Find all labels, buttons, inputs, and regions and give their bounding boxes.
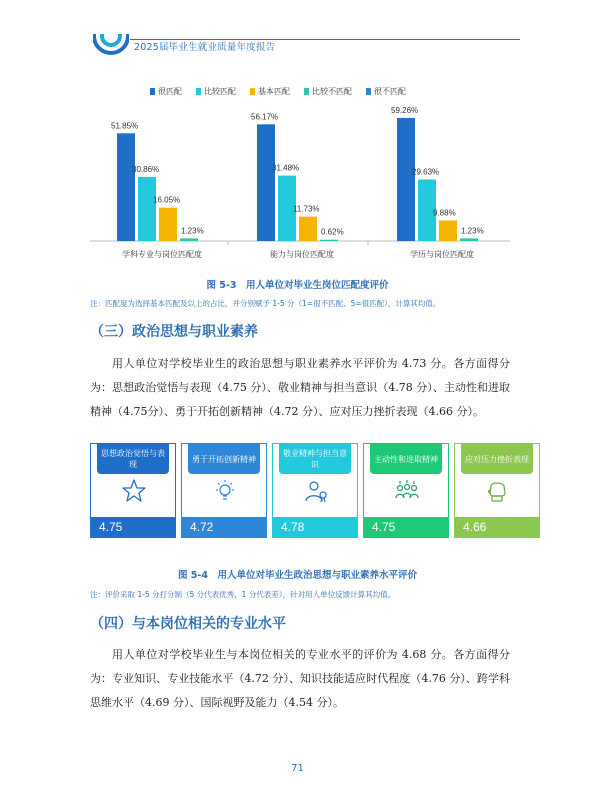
legend-label: 很不匹配	[374, 87, 406, 96]
paragraph-text: 用人单位对学校毕业生的政治思想与职业素养水平评价为 4.73 分。各方面得分为：思想政治觉悟与表现（4.75 分）、敬业精神与担当意识（4.78 分）、主动性和进取精神（4.75分）、勇于开拓创新精神（4.72 分）、应对压力挫折表现（4.66 分）。	[90, 357, 510, 418]
score-card	[454, 443, 540, 538]
legend-label: 比较匹配	[204, 87, 236, 96]
data-label: 29.63%	[412, 167, 440, 177]
legend-item	[366, 86, 406, 97]
card-label: 思想政治觉悟与表现	[97, 444, 169, 474]
section-paragraph	[90, 643, 510, 715]
card-value: 4.75	[364, 517, 448, 537]
section-paragraph	[90, 352, 510, 424]
page-number: 71	[291, 763, 304, 774]
score-card	[363, 443, 449, 538]
bar	[439, 220, 457, 241]
legend-label: 很匹配	[158, 87, 182, 96]
legend-swatch	[150, 88, 155, 95]
data-label: 51.85%	[111, 121, 139, 131]
legend-item	[304, 86, 352, 97]
lightbulb-icon	[212, 478, 238, 504]
bar	[138, 177, 156, 241]
legend-swatch	[196, 88, 201, 95]
bar	[180, 238, 198, 241]
bar	[299, 217, 317, 241]
legend-swatch	[304, 88, 309, 95]
legend-label: 比较不匹配	[312, 87, 352, 96]
data-label: 1.23%	[461, 226, 484, 236]
data-label: 11.73%	[293, 204, 320, 214]
card-label: 主动性和进取精神	[370, 444, 442, 474]
figure-note: 注：评价采取 1-5 分打分制（5 分代表优秀，1 分代表差），针对用人单位反馈计算其均值。	[90, 590, 396, 599]
report-logo	[93, 34, 129, 56]
data-label: 1.23%	[181, 226, 204, 236]
card-value: 4.72	[182, 517, 266, 537]
bar	[397, 118, 415, 241]
legend-item	[250, 86, 290, 97]
bar	[159, 208, 177, 241]
legend-label: 基本匹配	[258, 87, 290, 96]
data-label: 59.26%	[391, 105, 419, 115]
score-card	[272, 443, 358, 538]
legend-swatch	[366, 88, 371, 95]
data-label: 0.62%	[321, 227, 344, 237]
card-value: 4.78	[273, 517, 357, 537]
person-award-icon	[303, 478, 329, 504]
section-title: （四）与本岗位相关的专业水平	[90, 616, 286, 632]
legend-item	[150, 86, 182, 97]
card-label: 应对压力挫折表现	[461, 444, 533, 474]
bar	[320, 240, 338, 241]
figure-note: 注：匹配度为选择基本匹配及以上的占比，并分别赋予 1-5 分（1=很不匹配、5=很匹配），计算其均值。	[90, 299, 441, 308]
figure-caption: 图 5-4 用人单位对毕业生政治思想与职业素养水平评价	[178, 570, 417, 581]
card-value: 4.66	[455, 517, 539, 537]
legend-swatch	[250, 88, 255, 95]
card-value: 4.75	[91, 517, 175, 537]
team-icon	[394, 478, 420, 504]
section-title: （三）政治思想与职业素养	[90, 324, 258, 340]
data-label: 31.48%	[272, 163, 300, 173]
boxing-glove-icon	[485, 478, 511, 504]
match-bar-chart	[90, 100, 510, 265]
paragraph-text: 用人单位对学校毕业生与本岗位相关的专业水平的评价为 4.68 分。各方面得分为：专业知识、专业技能水平（4.72 分）、知识技能适应时代程度（4.76 分）、跨学科思维水平（4.69 分）、国际视野及能力（4.54 分）。	[90, 648, 510, 709]
data-label: 56.17%	[251, 112, 279, 122]
x-tick-label: 能力与岗位匹配度	[270, 250, 334, 259]
star-icon	[121, 478, 147, 504]
data-label: 16.05%	[153, 195, 181, 205]
x-tick-label: 学科专业与岗位匹配度	[122, 250, 202, 259]
card-label: 敬业精神与担当意识	[279, 444, 351, 474]
bar	[117, 133, 135, 241]
header-title: 2025届毕业生就业质量年度报告	[134, 42, 276, 53]
figure-caption: 图 5-3 用人单位对毕业生岗位匹配度评价	[206, 280, 389, 291]
data-label: 9.88%	[433, 208, 456, 218]
card-label: 勇于开拓创新精神	[188, 444, 260, 474]
bar	[257, 124, 275, 241]
data-label: 30.86%	[132, 164, 160, 174]
chart-legend	[150, 86, 406, 97]
x-tick-label: 学历与岗位匹配度	[410, 250, 474, 259]
bar	[460, 238, 478, 241]
legend-item	[196, 86, 236, 97]
score-card	[181, 443, 267, 538]
score-card	[90, 443, 176, 538]
